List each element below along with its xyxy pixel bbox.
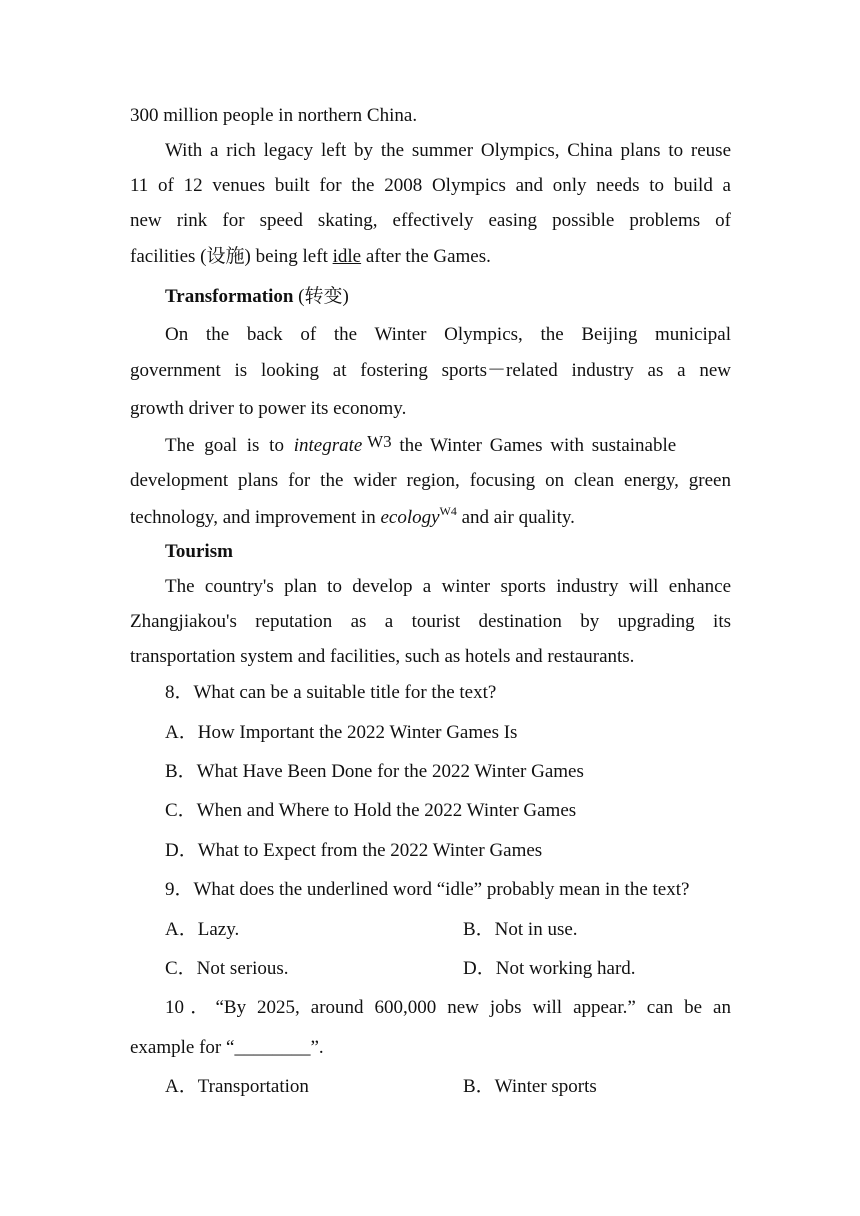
heading-transformation bbox=[165, 285, 349, 309]
p5-line-3: transportation system and facilities, such as hotels and restaurants. bbox=[130, 646, 635, 667]
p2-line-3: new rink for speed skating, effectively easing possible problems of bbox=[130, 210, 731, 231]
ecology-word: ecology bbox=[380, 507, 440, 528]
p5-line-2: Zhangjiakou's reputation as a tourist destination by upgrading its bbox=[130, 611, 731, 632]
p3-line-2: government is looking at fostering sports－related industry as a new bbox=[130, 360, 731, 381]
p4-line-3-text: technology, and improvement in bbox=[130, 507, 381, 528]
q10-stem-line-1: 10．“By 2025, around 600,000 new jobs will appear.” can be an bbox=[165, 997, 731, 1018]
idle-underlined-word: idle bbox=[332, 246, 362, 267]
q10-option-b: B．Winter sports bbox=[463, 1076, 597, 1097]
q10-stem-line-2: example for “________”. bbox=[130, 1037, 324, 1058]
q8-option-a: A．How Important the 2022 Winter Games Is bbox=[165, 722, 518, 743]
p4-line-3 bbox=[130, 506, 575, 530]
integrate-word: integrate bbox=[293, 435, 363, 456]
q9-option-a: A．Lazy. bbox=[165, 919, 240, 940]
p4-line-1 bbox=[165, 434, 676, 458]
p4-line-2: development plans for the wider region, focusing on clean energy, green bbox=[130, 470, 731, 491]
heading-transformation-bold: Transformation bbox=[165, 286, 294, 307]
p3-line-1: On the back of the Winter Olympics, the Beijing municipal bbox=[165, 324, 731, 345]
q9-stem: 9．What does the underlined word “idle” probably mean in the text? bbox=[165, 879, 690, 900]
q9-option-d: D．Not working hard. bbox=[463, 958, 636, 979]
heading-tourism: Tourism bbox=[165, 541, 233, 562]
q9-option-c: C．Not serious. bbox=[165, 958, 289, 979]
p2-line-2: 11 of 12 venues built for the 2008 Olympics and only needs to build a bbox=[130, 175, 731, 196]
w4-marker: W4 bbox=[439, 504, 457, 518]
p4-line-3-tail: and air quality. bbox=[456, 507, 575, 528]
q9-option-b: B．Not in use. bbox=[463, 919, 578, 940]
w3-marker: W3 bbox=[367, 432, 392, 451]
p2-line-1: With a rich legacy left by the summer Olympics, China plans to reuse bbox=[165, 140, 731, 161]
p2-line-4-tail: after the Games. bbox=[361, 246, 491, 267]
p4-line-1-tail: the Winter Games with sustainable bbox=[391, 435, 677, 456]
q8-option-d: D．What to Expect from the 2022 Winter Games bbox=[165, 840, 543, 861]
p3-line-3: growth driver to power its economy. bbox=[130, 398, 407, 419]
p2-line-4 bbox=[130, 245, 491, 269]
q10-option-a: A．Transportation bbox=[165, 1076, 309, 1097]
q8-option-b: B．What Have Been Done for the 2022 Winter Games bbox=[165, 761, 584, 782]
q8-stem: 8．What can be a suitable title for the text? bbox=[165, 682, 497, 703]
p4-line-1-text: The goal is to bbox=[165, 435, 294, 456]
q8-option-c: C．When and Where to Hold the 2022 Winter Games bbox=[165, 800, 577, 821]
p1-end-line: 300 million people in northern China. bbox=[130, 105, 418, 126]
p5-line-1: The country's plan to develop a winter sports industry will enhance bbox=[165, 576, 731, 597]
heading-transformation-cn: (转变) bbox=[293, 286, 349, 307]
p2-line-4-text: facilities (设施) being left bbox=[130, 246, 333, 267]
